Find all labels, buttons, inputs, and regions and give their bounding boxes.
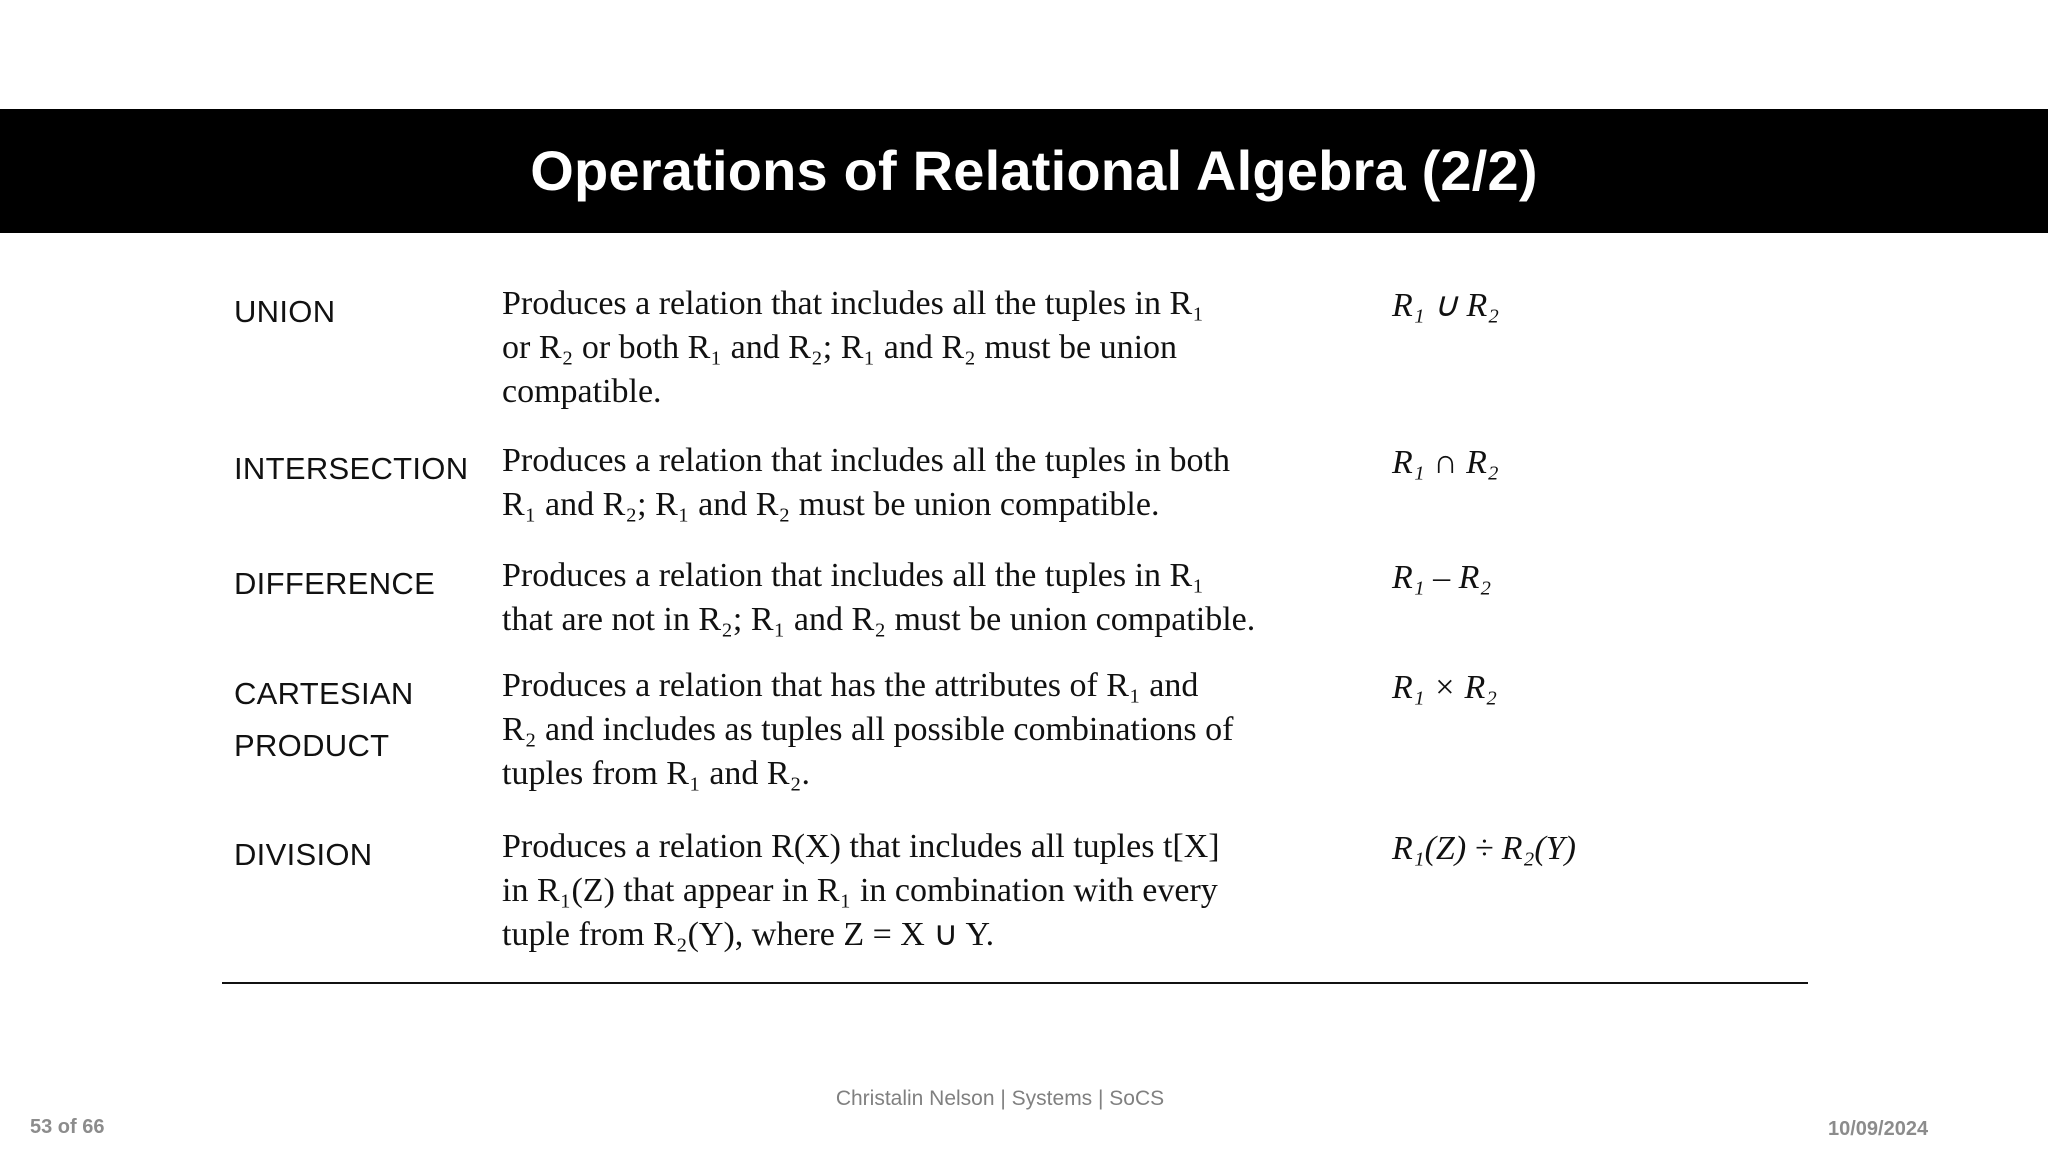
description-line: in R₁(Z) that appear in R₁ in combination with every: [502, 872, 1218, 909]
description-line: or R₂ or both R₁ and R₂; R₁ and R₂ must be union: [502, 329, 1178, 366]
operation-name: DIFFERENCE: [234, 566, 436, 601]
footer-author: Christalin Nelson | Systems | SoCS: [835, 1087, 1165, 1110]
operation-name: [234, 668, 494, 772]
page-indicator: 53 of 66: [30, 1116, 105, 1138]
table-bottom-rule: [222, 982, 1808, 984]
operation-description: [502, 439, 1382, 527]
description-line: tuples from R₁ and R₂.: [502, 755, 810, 792]
operation-notation: R₁ × R₂: [1392, 669, 1498, 706]
description-line: Produces a relation that includes all the tuples in R₁: [502, 285, 1205, 322]
description-line: that are not in R₂; R₁ and R₂ must be union compatible.: [502, 601, 1256, 638]
footer-date: 10/09/2024: [1828, 1118, 1929, 1140]
description-line: Produces a relation R(X) that includes all tuples t[X]: [502, 828, 1220, 865]
operation-description: [502, 554, 1382, 642]
operation-notation: R₁ ∪ R₂: [1392, 287, 1500, 324]
description-line: R₂ and includes as tuples all possible combinations of: [502, 711, 1234, 748]
slide-title: Operations of Relational Algebra (2/2): [530, 139, 1538, 202]
description-line: tuple from R₂(Y), where Z = X ∪ Y.: [502, 916, 995, 953]
operation-notation: R₁ – R₂: [1392, 559, 1492, 596]
operation-name-line: CARTESIAN: [234, 676, 414, 711]
operation-notation: R₁ ∩ R₂: [1392, 444, 1499, 481]
description-line: Produces a relation that includes all the tuples in R₁: [502, 557, 1205, 594]
operation-name: DIVISION: [234, 837, 373, 872]
operation-description: [502, 282, 1382, 414]
title-bar: [0, 109, 2048, 233]
operation-notation: R₁(Z) ÷ R₂(Y): [1392, 830, 1576, 867]
operation-description: [502, 664, 1382, 796]
operation-name: INTERSECTION: [234, 451, 469, 486]
operation-name-line: PRODUCT: [234, 728, 390, 763]
description-line: R₁ and R₂; R₁ and R₂ must be union compatible.: [502, 486, 1160, 523]
operation-description: [502, 825, 1382, 957]
operation-name: UNION: [234, 294, 336, 329]
description-line: Produces a relation that includes all the tuples in both: [502, 442, 1230, 479]
description-line: Produces a relation that has the attributes of R₁ and: [502, 667, 1199, 704]
description-line: compatible.: [502, 373, 662, 410]
